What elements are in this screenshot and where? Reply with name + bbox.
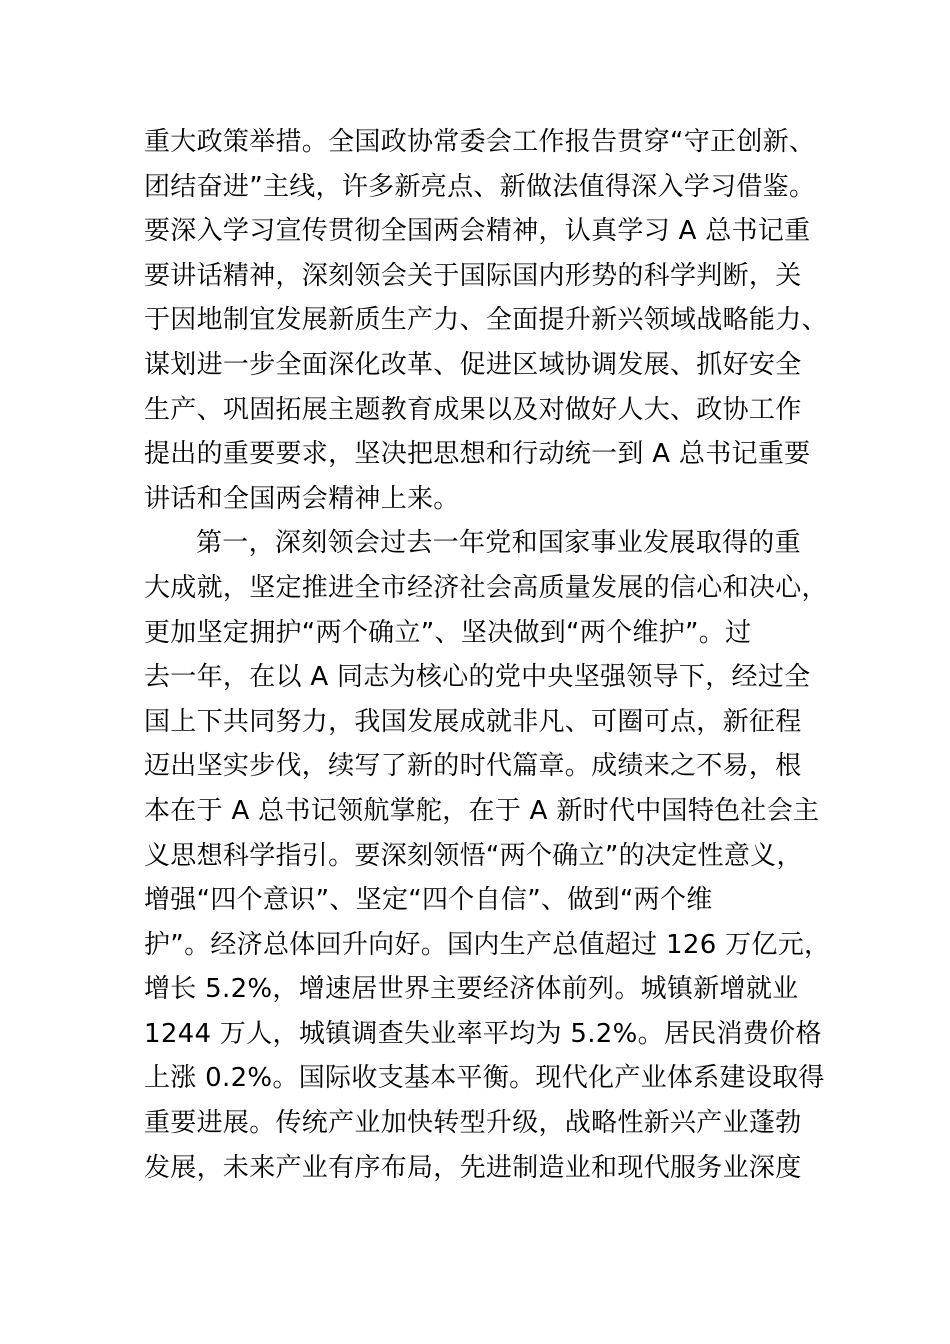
text-line-17: 义思想科学指引。要深刻领悟“两个确立”的决定性意义，: [144, 840, 803, 871]
text-line-8: 提出的重要要求，坚决把思想和行动统一到 A 总书记重要: [144, 439, 811, 470]
text-line-13: 去一年，在以 A 同志为核心的党中央坚强领导下，经过全: [144, 662, 811, 693]
body-text: [144, 120, 831, 1190]
text-line-16: 本在于 A 总书记领航掌舵，在于 A 新时代中国特色社会主: [144, 795, 820, 826]
text-line-3: 要深入学习宣传贯彻全国两会精神，认真学习 A 总书记重: [144, 216, 811, 247]
text-line-1: 重大政策举措。全国政协常委会工作报告贯穿“守正创新、: [144, 127, 816, 157]
text-line-23: 重要进展。传统产业加快转型升级，战略性新兴产业蓬勃: [144, 1108, 802, 1139]
text-line-7: 生产、巩固拓展主题教育成果以及对做好人大、政协工作: [144, 394, 802, 425]
text-line-4: 要讲话精神，深刻领会关于国际国内形势的科学判断，关: [144, 260, 802, 291]
text-line-9: 讲话和全国两会精神上来。: [144, 483, 460, 514]
text-line-6: 谋划进一步全面深化改革、促进区域协调发展、抓好安全: [144, 349, 802, 380]
text-line-20: 增长 5.2%，增速居世界主要经济体前列。城镇新增就业: [144, 974, 799, 1005]
paragraph-first-line: 第一，深刻领会过去一年党和国家事业发展取得的重: [196, 528, 801, 559]
text-line-22: 上涨 0.2%。国际收支基本平衡。现代化产业体系建设取得: [144, 1063, 825, 1094]
text-line-15: 迈出坚实步伐，续写了新的时代篇章。成绩来之不易，根: [144, 751, 802, 782]
text-line-18: 增强“四个意识”、坚定“四个自信”、做到“两个维: [144, 885, 713, 916]
text-line-12: 更加坚定拥护“两个确立”、坚决做到“两个维护”。过: [144, 617, 752, 648]
text-line-11: 大成就，坚定推进全市经济社会高质量发展的信心和决心，: [144, 572, 828, 603]
text-line-19: 护”。经济总体回升向好。国内生产总值超过 126 万亿元，: [144, 929, 831, 960]
text-line-21: 1244 万人，城镇调查失业率平均为 5.2%。居民消费价格: [144, 1018, 822, 1049]
text-line-14: 国上下共同努力，我国发展成就非凡、可圈可点，新征程: [144, 706, 802, 737]
text-line-2: 团结奋进”主线，许多新亮点、新做法值得深入学习借鉴。: [144, 171, 816, 202]
text-line-5: 于因地制宜发展新质生产力、全面提升新兴领域战略能力、: [144, 305, 828, 336]
text-line-24: 发展，未来产业有序布局，先进制造业和现代服务业深度: [144, 1152, 802, 1183]
